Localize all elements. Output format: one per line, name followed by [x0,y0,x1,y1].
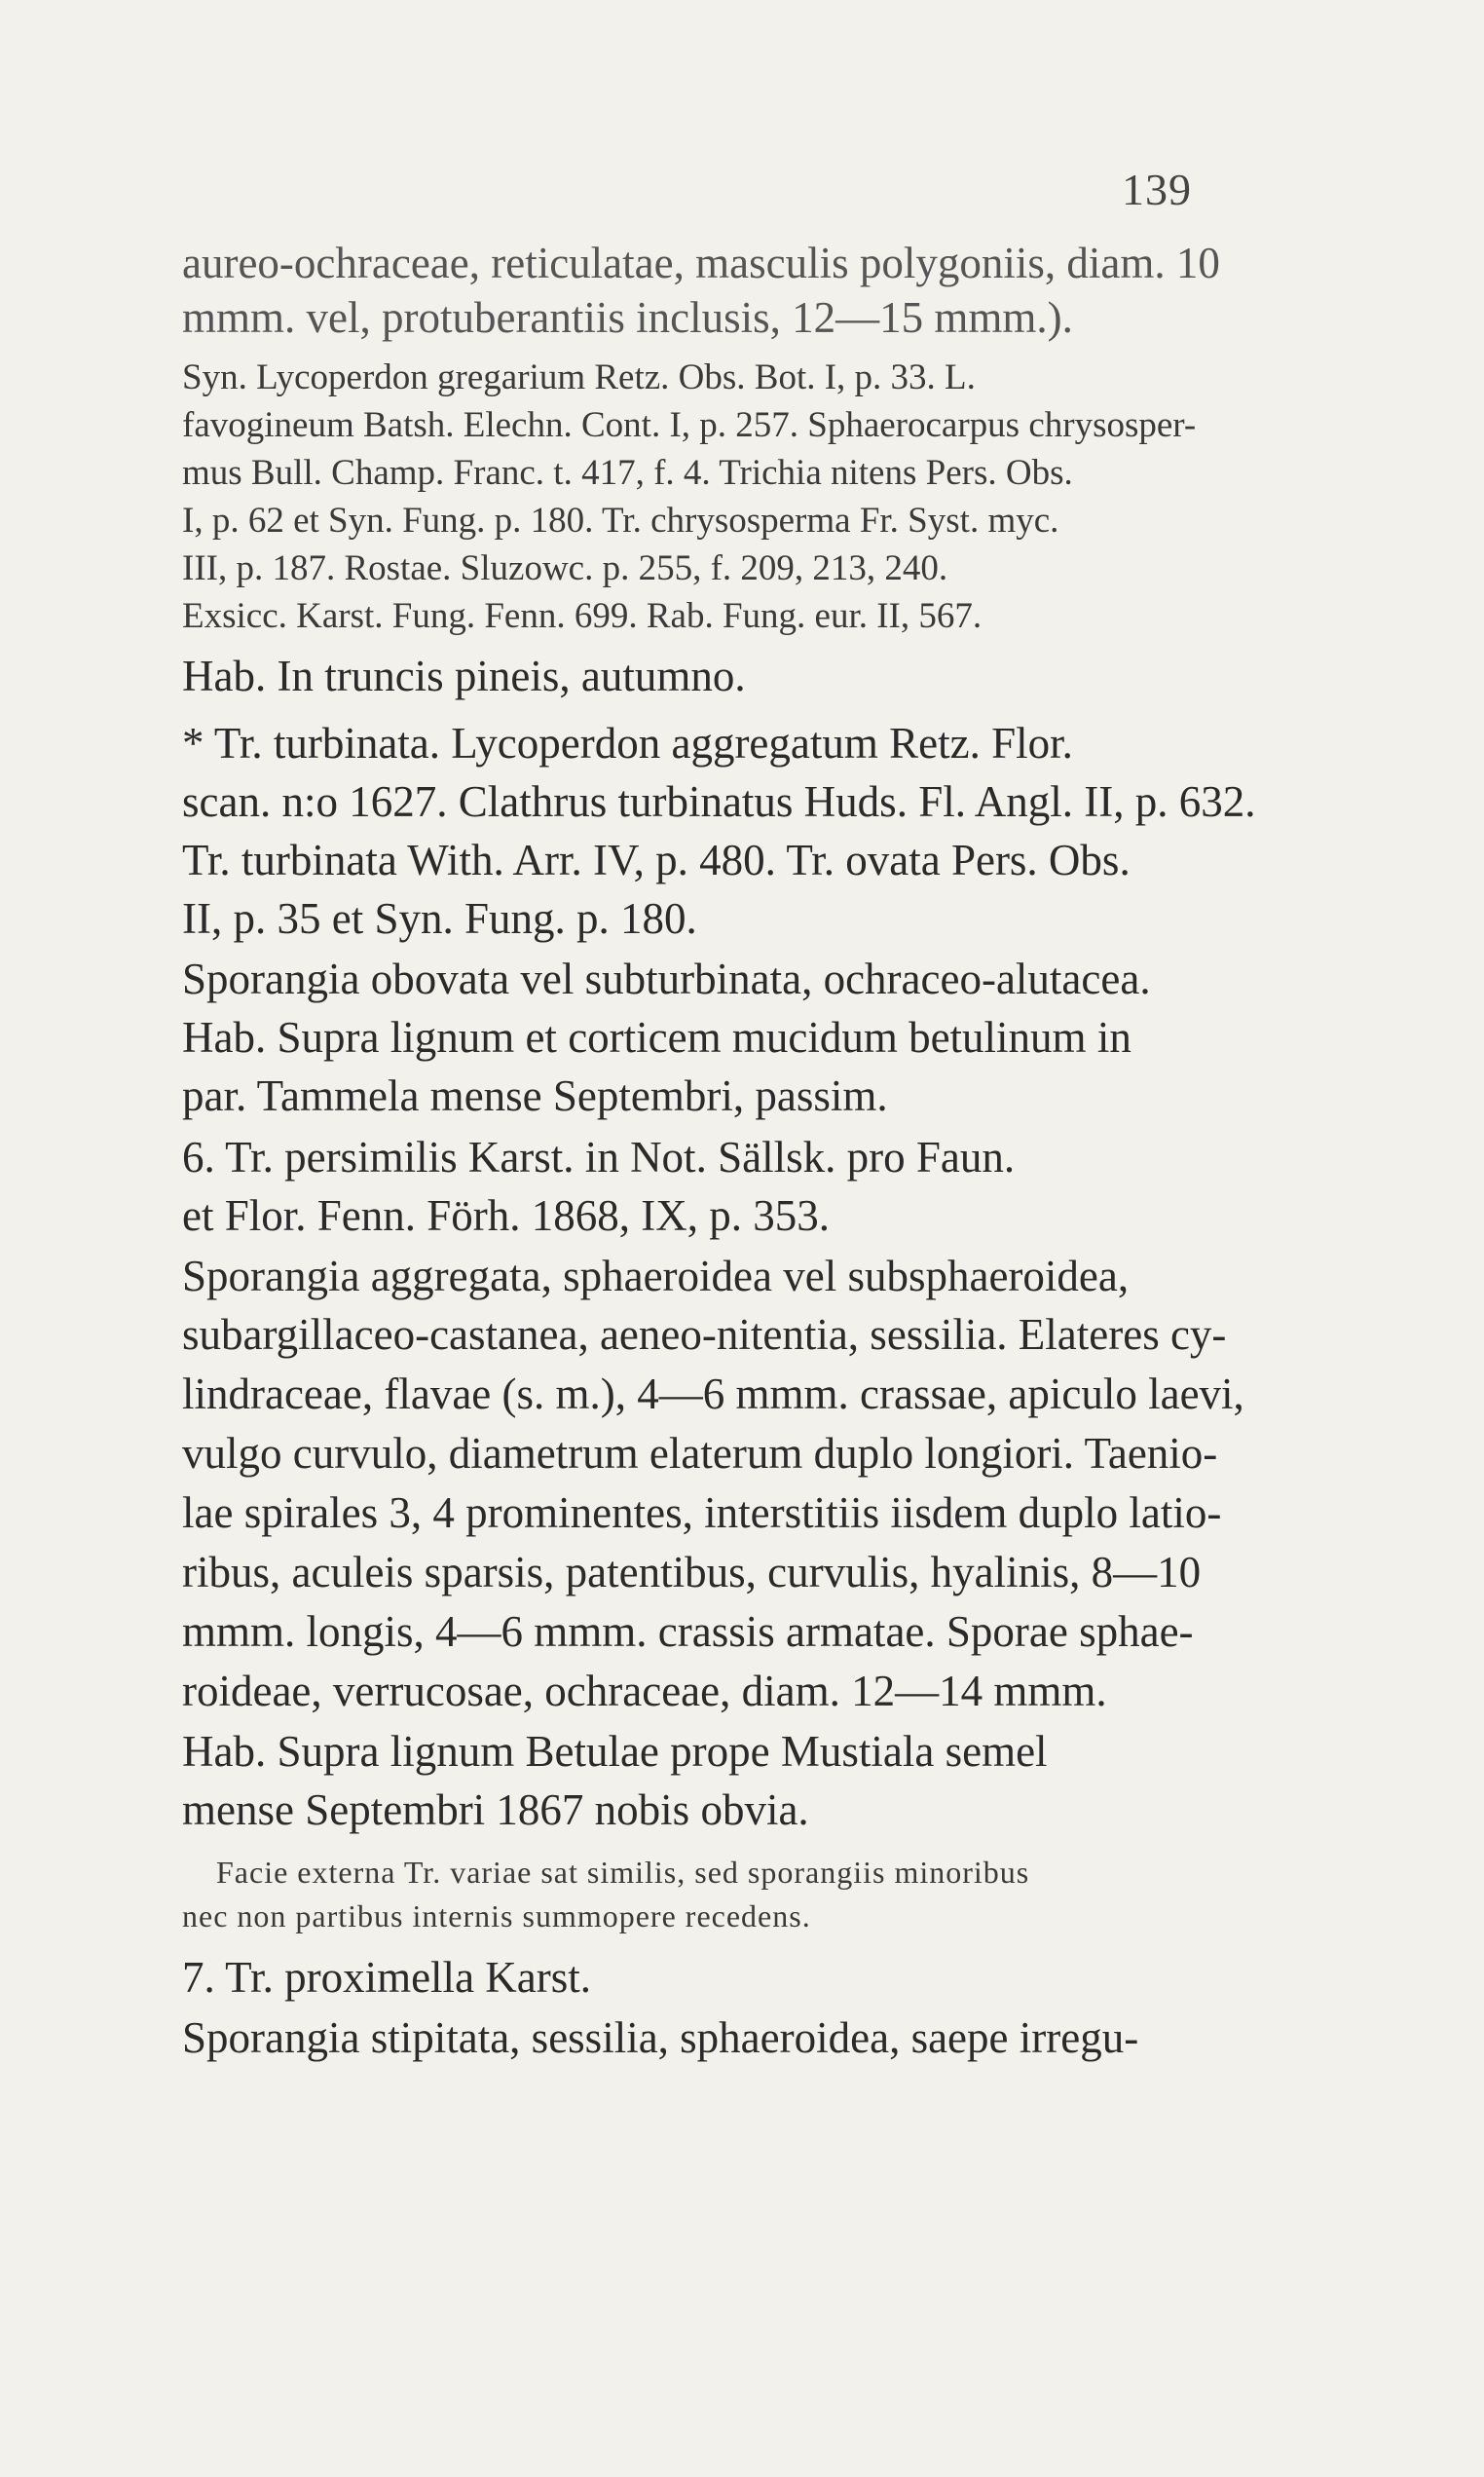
text-line-28: mense Septembri 1867 nobis obvia. [182,1785,809,1834]
text-line-13: II, p. 35 et Syn. Fung. p. 180. [182,894,697,943]
text-line-22: vulgo curvulo, diametrum elaterum duplo longiori. Taenio- [182,1429,1218,1478]
text-line-16: par. Tammela mense Septembri, passim. [182,1071,888,1120]
text-line-24: ribus, aculeis sparsis, patentibus, curvulis, hyalinis, 8—10 [182,1548,1202,1596]
text-line-25: mmm. longis, 4—6 mmm. crassis armatae. Sporae sphae- [182,1607,1194,1656]
text-line-9: Hab. In truncis pineis, autumno. [182,652,746,700]
text-line-2: mmm. vel, protuberantiis inclusis, 12—15 mmm.). [182,293,1073,342]
text-line-4: favogineum Batsh. Elechn. Cont. I, p. 257. Sphaerocarpus chrysosper- [182,405,1197,445]
text-line-30: nec non partibus internis summopere recedens. [182,1898,811,1933]
text-line-7: III, p. 187. Rostae. Sluzowc. p. 255, f. 209, 213, 240. [182,548,948,588]
text-line-10: * Tr. turbinata. Lycoperdon aggregatum Retz. Flor. [182,719,1073,768]
text-line-18: et Flor. Fenn. Förh. 1868, IX, p. 353. [182,1191,831,1240]
text-line-3: Syn. Lycoperdon gregarium Retz. Obs. Bot. I, p. 33. L. [182,357,976,397]
text-line-23: lae spirales 3, 4 prominentes, interstitiis iisdem duplo latio- [182,1488,1222,1537]
text-line-14: Sporangia obovata vel subturbinata, ochraceo-alutacea. [182,955,1151,1003]
text-line-32: Sporangia stipitata, sessilia, sphaeroidea, saepe irregu- [182,2013,1139,2062]
text-line-26: roideae, verrucosae, ochraceae, diam. 12—14 mmm. [182,1667,1107,1715]
text-line-8: Exsicc. Karst. Fung. Fenn. 699. Rab. Fung. eur. II, 567. [182,596,983,636]
text-line-11: scan. n:o 1627. Clathrus turbinatus Huds. Fl. Angl. II, p. 632. [182,777,1256,826]
text-line-15: Hab. Supra lignum et corticem mucidum betulinum in [182,1013,1132,1062]
text-line-6: I, p. 62 et Syn. Fung. p. 180. Tr. chrysosperma Fr. Syst. myc. [182,501,1059,541]
text-line-21: lindraceae, flavae (s. m.), 4—6 mmm. crassae, apiculo laevi, [182,1370,1244,1418]
text-line-31: 7. Tr. proximella Karst. [182,1953,592,2002]
text-line-27: Hab. Supra lignum Betulae prope Mustiala semel [182,1727,1048,1776]
text-line-1: aureo-ochraceae, reticulatae, masculis polygoniis, diam. 10 [182,239,1220,287]
page-number: 139 [1122,165,1192,214]
text-line-29: Facie externa Tr. variae sat similis, sed sporangiis minoribus [216,1855,1030,1890]
text-line-5: mus Bull. Champ. Franc. t. 417, f. 4. Trichia nitens Pers. Obs. [182,453,1073,493]
text-line-17: 6. Tr. persimilis Karst. in Not. Sällsk. pro Faun. [182,1133,1016,1182]
text-line-12: Tr. turbinata With. Arr. IV, p. 480. Tr. ovata Pers. Obs. [182,836,1131,884]
text-line-19: Sporangia aggregata, sphaeroidea vel subsphaeroidea, [182,1252,1130,1300]
text-line-20: subargillaceo-castanea, aeneo-nitentia, sessilia. Elateres cy- [182,1310,1227,1359]
